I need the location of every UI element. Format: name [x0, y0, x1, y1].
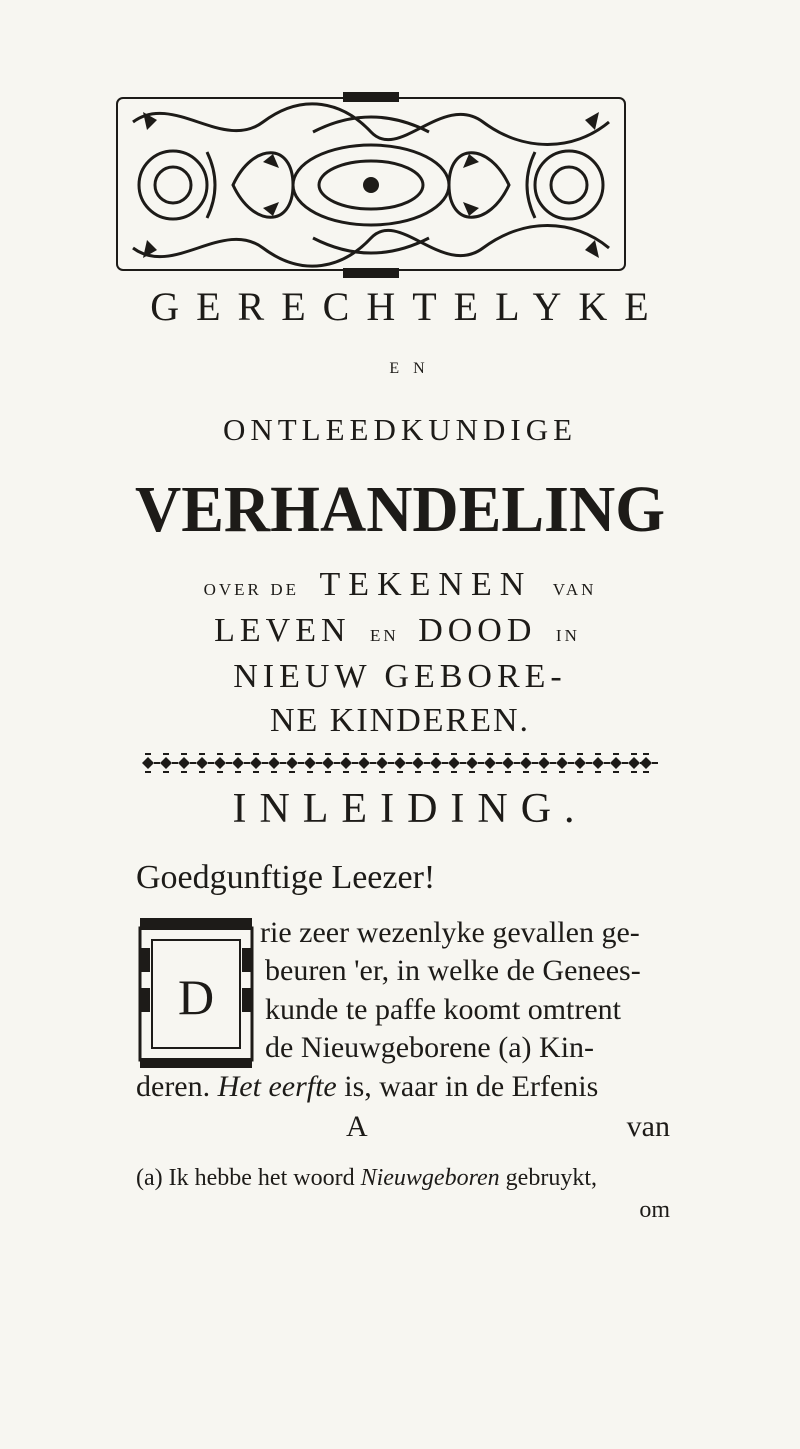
footnote-pre: (a) Ik hebbe het woord — [136, 1165, 355, 1191]
word-en: EN — [370, 626, 399, 645]
title-line-1: GERECHTELYKE — [150, 284, 666, 329]
body-line-1: rie zeer wezenlyke gevallen ge- — [260, 916, 640, 949]
body-line-3: kunde te paffe koomt omtrent — [265, 993, 622, 1026]
title-line-4: VERHANDELING — [134, 473, 666, 546]
footnote-post: gebruykt, — [505, 1165, 597, 1191]
subtitle-line-3: NIEUW GEBORE- — [233, 658, 567, 695]
drop-cap-letter: D — [177, 969, 215, 1025]
subtitle-line-4: NE KINDEREN. — [269, 702, 531, 739]
title-line-3: ONTLEEDKUNDIGE — [222, 412, 578, 447]
greeting: Goedgunftige Leezer! — [136, 859, 436, 896]
title-line-2: EN — [389, 360, 439, 377]
body-line-5 — [136, 1068, 598, 1107]
footnote — [136, 1162, 670, 1226]
footnote-line-1 — [136, 1162, 670, 1194]
word-de: DE — [270, 580, 300, 599]
signature-mark: A — [346, 1110, 368, 1143]
subtitle-line-2 — [0, 612, 800, 650]
word-over: OVER — [203, 580, 262, 599]
catchword: van — [626, 1110, 670, 1143]
body-line-5-italic: Het eerfte — [217, 1070, 337, 1103]
footnote-italic: Nieuwgeboren — [360, 1165, 500, 1191]
ornamental-divider — [142, 752, 658, 774]
decorative-headpiece-ornament — [113, 92, 629, 278]
drop-cap-ornament — [136, 918, 256, 1070]
footnote-line-2: om — [639, 1197, 670, 1223]
word-van: VAN — [552, 580, 597, 599]
word-tekenen: TEKENEN — [319, 566, 533, 603]
subtitle-line-1 — [0, 566, 800, 604]
word-leven: LEVEN — [214, 612, 351, 649]
body-line-5-pre: deren. — [136, 1070, 211, 1103]
section-heading: INLEIDING. — [232, 786, 588, 832]
body-line-5-post: is, waar in de Erfenis — [344, 1070, 599, 1103]
word-dood: DOOD — [418, 612, 537, 649]
body-line-4: de Nieuwgeborene (a) Kin- — [265, 1031, 595, 1064]
body-line-2: beuren 'er, in welke de Genees- — [265, 954, 641, 987]
word-in: IN — [555, 626, 580, 645]
